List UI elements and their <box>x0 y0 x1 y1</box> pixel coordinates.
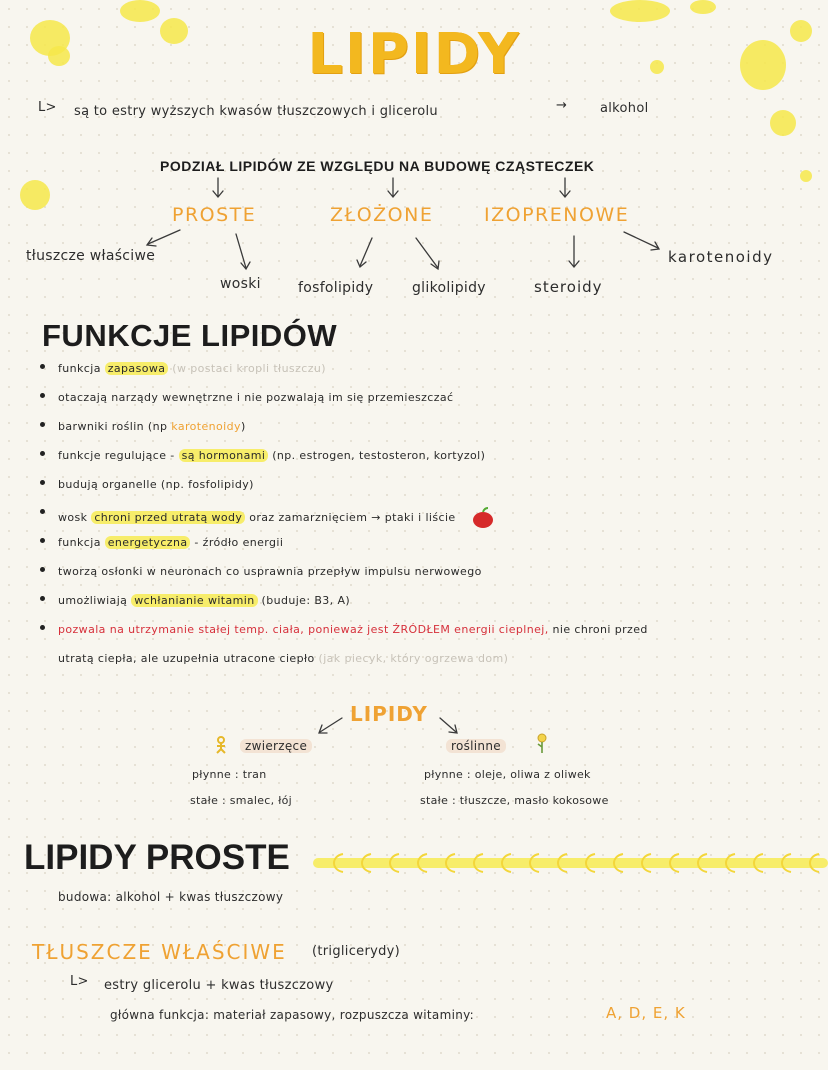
classification-heading: PODZIAŁ LIPIDÓW ZE WZGLĘDU NA BUDOWĘ CZĄSTECZEK <box>160 158 595 174</box>
sources-heading: LIPIDY <box>350 702 428 726</box>
definition-text: są to estry wyższych kwasów tłuszczowych i glicerolu <box>74 104 438 119</box>
category-proste: PROSTE <box>172 204 257 226</box>
simple-lipids-heading: LIPIDY PROSTE <box>24 838 290 877</box>
list-item: funkcje regulujące - są hormonami (np. estrogen, testosteron, kortyzol) <box>40 447 820 476</box>
bullet-icon <box>40 393 45 398</box>
definition-arrow: L> <box>38 100 57 115</box>
flower-icon <box>534 732 550 754</box>
plant-liquid: płynne : oleje, oliwa z oliwek <box>424 768 591 781</box>
vitamins: A, D, E, K <box>606 1004 686 1022</box>
highlight: wchłanianie witamin <box>131 594 257 607</box>
list-item: pozwala na utrzymanie stałej temp. ciała, ponieważ jest ŹRÓDŁEM energii cieplnej, nie chroni przed <box>40 621 820 650</box>
plant-label: roślinne <box>446 739 506 753</box>
animal-label: zwierzęce <box>240 739 312 753</box>
plant-solid: stałe : tłuszcze, masło kokosowe <box>420 794 609 807</box>
category-zlozone: ZŁOŻONE <box>330 204 434 226</box>
leaf-karotenoidy: karotenoidy <box>668 248 774 266</box>
bullet-icon <box>40 480 45 485</box>
highlight: energetyczna <box>105 536 191 549</box>
orange-term: karotenoidy <box>171 420 241 433</box>
bullet-icon <box>40 364 45 369</box>
bullet-icon <box>40 567 45 572</box>
definition-side-note: alkohol <box>600 101 649 116</box>
list-item: wosk chroni przed utratą wody oraz zamarznięciem → ptaki i liście <box>40 505 820 534</box>
leaf-glikolipidy: glikolipidy <box>412 280 486 296</box>
definition-side-arrow: → <box>556 98 568 113</box>
coil-decoration <box>313 850 828 876</box>
highlight: chroni przed utratą wody <box>91 511 245 524</box>
leaf-woski: woski <box>220 276 261 292</box>
bullet-icon <box>40 509 45 514</box>
leaf-tluszcze-wlasciwe: tłuszcze właściwe <box>26 248 156 264</box>
bullet-icon <box>40 451 45 456</box>
list-item: umożliwiają wchłanianie witamin (buduje: B3, A) <box>40 592 820 621</box>
fats-note: (triglicerydy) <box>312 944 401 959</box>
leaf-fosfolipidy: fosfolipidy <box>298 280 374 296</box>
bullet-icon <box>40 422 45 427</box>
bullet-icon <box>40 596 45 601</box>
page-title: LIPIDY <box>307 22 521 87</box>
functions-list <box>40 360 820 679</box>
list-item: funkcja zapasowa (w postaci kropli tłuszczu) <box>40 360 820 389</box>
red-text: pozwala na utrzymanie stałej temp. ciała, ponieważ jest ŹRÓDŁEM energii cieplnej, <box>58 623 549 636</box>
list-item: barwniki roślin (np karotenoidy) <box>40 418 820 447</box>
functions-heading: FUNKCJE LIPIDÓW <box>42 318 338 353</box>
fats-subheading: TŁUSZCZE WŁAŚCIWE <box>32 940 287 964</box>
fats-main-function: główna funkcja: materiał zapasowy, rozpuszcza witaminy: <box>110 1008 474 1022</box>
animal-liquid: płynne : tran <box>192 768 267 781</box>
bullet-icon <box>40 625 45 630</box>
apple-icon <box>471 507 495 529</box>
list-item: otaczają narządy wewnętrzne i nie pozwalają im się przemieszczać <box>40 389 820 418</box>
simple-structure: budowa: alkohol + kwas tłuszczowy <box>58 890 284 904</box>
person-icon <box>214 736 228 754</box>
fats-esters: estry glicerolu + kwas tłuszczowy <box>104 978 334 993</box>
category-izoprenowe: IZOPRENOWE <box>484 204 630 226</box>
list-item: budują organelle (np. fosfolipidy) <box>40 476 820 505</box>
bullet-icon <box>40 538 45 543</box>
list-item: tworzą osłonki w neuronach co usprawnia przepływ impulsu nerwowego <box>40 563 820 592</box>
list-item: funkcja energetyczna - źródło energii <box>40 534 820 563</box>
leaf-steroidy: steroidy <box>534 278 603 296</box>
animal-solid: stałe : smalec, łój <box>190 794 293 807</box>
highlight: są hormonami <box>179 449 269 462</box>
list-item-continuation: utratą ciepła, ale uzupełnia utracone ciepło (jak piecyk, który ogrzewa dom) <box>58 652 509 665</box>
highlight: zapasowa <box>105 362 169 375</box>
fats-arrow: L> <box>70 974 89 989</box>
